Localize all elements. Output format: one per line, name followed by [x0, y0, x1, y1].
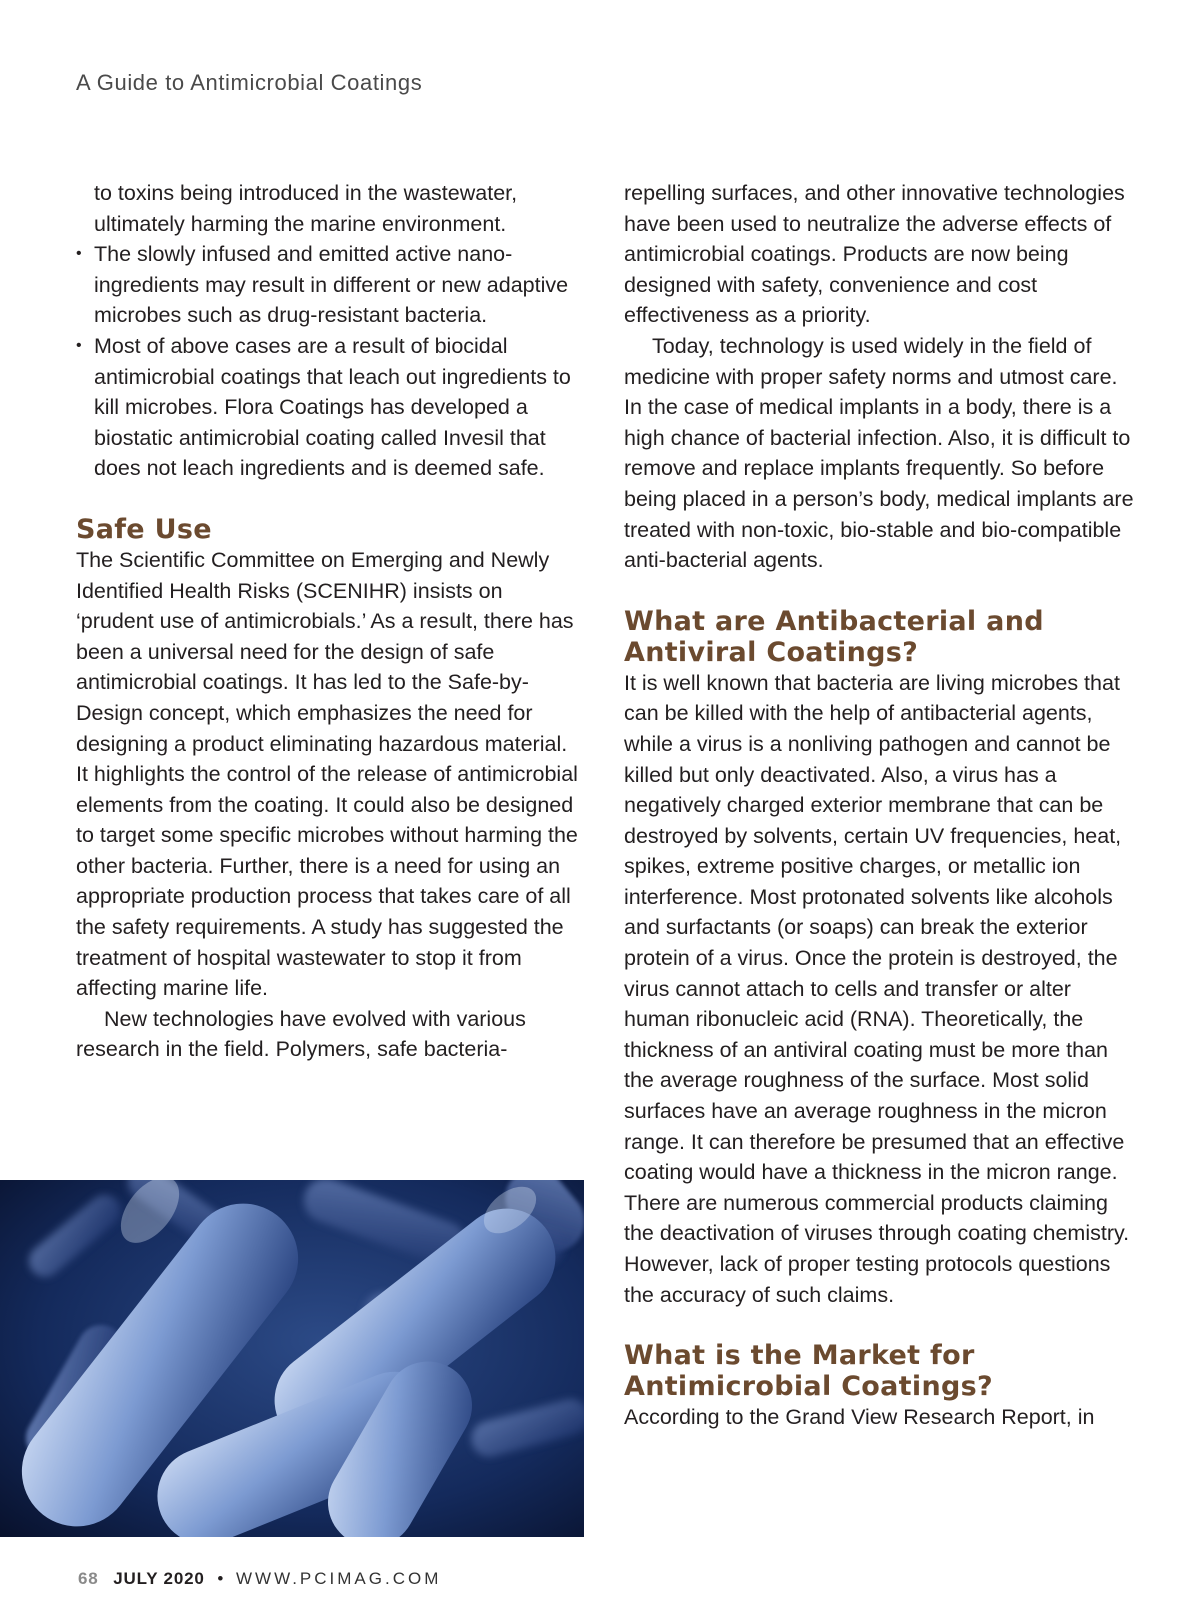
bacteria-illustration	[0, 1180, 584, 1537]
body-paragraph: According to the Grand View Research Report, in	[624, 1405, 1095, 1430]
footer-separator: •	[217, 1569, 224, 1588]
page-number: 68	[78, 1569, 99, 1588]
website-url: WWW.PCIMAG.COM	[236, 1569, 442, 1588]
bullet-list	[76, 239, 584, 484]
running-title: A Guide to Antimicrobial Coatings	[76, 70, 423, 95]
left-column	[76, 178, 584, 1065]
body-paragraph: New technologies have evolved with various research in the field. Polymers, safe bacteria-	[76, 1006, 526, 1062]
continued-text: to toxins being introduced in the wastewater, ultimately harming the marine environment.	[94, 181, 518, 236]
issue-date: JULY 2020	[113, 1569, 205, 1588]
page-footer	[78, 1569, 441, 1589]
section-heading-antibacterial-antiviral: What are Antibacterial and Antiviral Coatings?	[624, 605, 1044, 668]
body-paragraph: Today, technology is used widely in the field of medicine with proper safety norms and utmost care. In the case of medical implants in a body, there is a high chance of bacterial infection. Also, it is difficult to remove and replace implants frequently. So before being placed in a person’s body, medical implants are treated with non-toxic, bio-stable and bio-compatible anti-bacterial agents.	[624, 333, 1134, 573]
body-paragraph: It is well known that bacteria are living microbes that can be killed with the help of antibacterial agents, while a virus is a nonliving pathogen and cannot be killed but only deactivated. Also, a virus has a negatively charged exterior membrane that can be destroyed by solvents, certain UV frequencies, heat, spikes, extreme positive charges, or metallic ion interference. Most protonated solvents like alcohols and surfactants (or soaps) can break the exterior protein of a virus. Once the protein is destroyed, the virus cannot attach to cells and transfer or alter human ribonucleic acid (RNA). Theoretically, the thickness of an antiviral coating must be more than the average roughness of the surface. Most solid surfaces have an average roughness in the micron range. It can therefore be presumed that an effective coating would have a thickness in the micron range. There are numerous commercial products claiming the deactivation of viruses through coating chemistry. However, lack of proper testing protocols questions the accuracy of such claims.	[624, 670, 1130, 1307]
section-heading-market: What is the Market for Antimicrobial Coatings?	[624, 1340, 993, 1403]
right-column	[624, 178, 1134, 1433]
section-heading-safe-use: Safe Use	[76, 513, 212, 545]
body-paragraph: repelling surfaces, and other innovative technologies have been used to neutralize the adverse effects of antimicrobial coatings. Products are now being designed with safety, convenience and cost effectiveness as a priority.	[624, 181, 1125, 328]
bullet-item: • Most of above cases are a result of biocidal antimicrobial coatings that leach out ingredients to kill microbes. Flora Coatings has developed a biostatic antimicrobial coating called Invesil that does not leach ingredients and is deemed safe.	[76, 331, 584, 484]
bullet-item: • The slowly infused and emitted active nano-ingredients may result in different or new adaptive microbes such as drug-resistant bacteria.	[76, 239, 584, 331]
body-paragraph: The Scientific Committee on Emerging and Newly Identified Health Risks (SCENIHR) insists on ‘prudent use of antimicrobials.’ As a result, there has been a universal need for the design of safe antimicrobial coatings. It has led to the Safe-by-Design concept, which emphasizes the need for designing a product eliminating hazardous material. It highlights the control of the release of antimicrobial elements from the coating. It could also be designed to target some specific microbes without harming the other bacteria. Further, there is a need for using an appropriate production process that takes care of all the safety requirements. A study has suggested the treatment of hospital wastewater to stop it from affecting marine life.	[76, 547, 578, 1001]
